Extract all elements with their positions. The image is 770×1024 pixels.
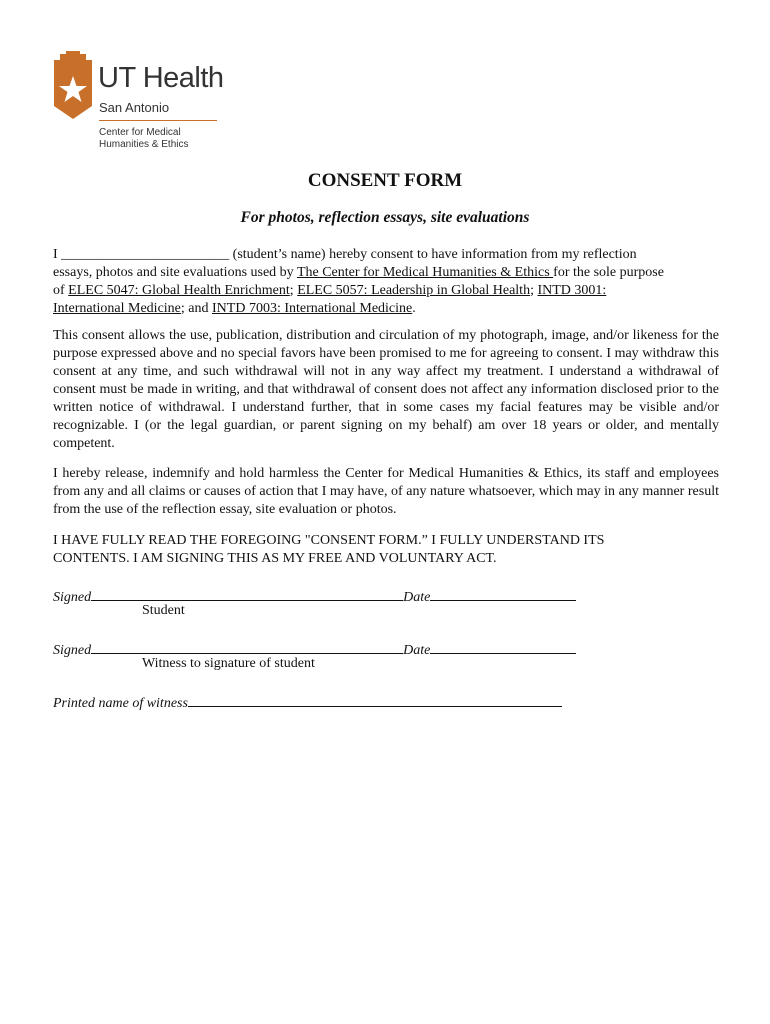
intro-line-4: International Medicine; and INTD 7003: International Medicine. (53, 301, 416, 316)
student-date-field[interactable] (430, 586, 576, 601)
signed-label: Signed (53, 590, 92, 605)
student-signature-row (53, 586, 576, 606)
intro-paragraph (53, 246, 719, 318)
consent-paragraph: This consent allows the use, publication, distribution and circulation of my photograph, image, and/or likeness for the purpose expressed above and no special favors have been promised to me for agreeing to consent. I may withdraw this consent at any time, and such withdrawal will not in any way affect my treatment. I understand a withdrawal of consent must be made in writing, and that withdrawal of consent does not affect any information disclosed prior to the written notice of withdrawal. I understand further, that in some cases my facial features may be visible and/or recognizable. I (or the legal guardian, or parent signing on my behalf) am over 18 years or older, and mentally competent. (53, 328, 719, 451)
logo-department (99, 127, 188, 151)
course-elec-5047: ELEC 5047: Global Health Enrichment (68, 283, 290, 298)
printed-name-label: Printed name of witness (53, 696, 188, 711)
form-title: CONSENT FORM (307, 170, 463, 191)
student-caption: Student (142, 603, 185, 618)
intro-line-2: essays, photos and site evaluations used by The Center for Medical Humanities & Ethics for the sole purpose (53, 265, 664, 280)
ut-health-logo (52, 50, 232, 160)
logo-dept-line1: Center for Medical (99, 127, 181, 138)
printed-name-field[interactable] (188, 692, 562, 707)
date-label: Date (403, 590, 431, 605)
acknowledgment-line-2: CONTENTS. I AM SIGNING THIS AS MY FREE AND VOLUNTARY ACT. (53, 551, 497, 566)
logo-divider (99, 120, 217, 121)
course-intd-3001-code: INTD 3001: (537, 283, 607, 298)
witness-caption: Witness to signature of student (142, 656, 315, 671)
witness-date-field[interactable] (430, 639, 576, 654)
release-paragraph: I hereby release, indemnify and hold harmless the Center for Medical Humanities & Ethics, its staff and employees from any and all claims or causes of action that I may have, of any nature whatsoever, which may in any manner result from the use of the reflection essay, site evaluation or photos. (53, 466, 719, 517)
acknowledgment-line-1: I HAVE FULLY READ THE FOREGOING "CONSENT FORM.” I FULLY UNDERSTAND ITS (53, 533, 605, 548)
logo-dept-line2: Humanities & Ethics (99, 139, 189, 150)
star-shield-icon (52, 50, 94, 120)
signed-label: Signed (53, 643, 92, 658)
logo-org-name: UT Health (98, 62, 224, 94)
intro-line-1: I ________________________ (student’s name) hereby consent to have information from my reflection (53, 247, 637, 262)
student-signature-field[interactable] (91, 586, 403, 601)
date-label: Date (403, 643, 431, 658)
intro-line-3: of ELEC 5047: Global Health Enrichment; ELEC 5057: Leadership in Global Health; INTD 3001: (53, 283, 607, 298)
form-subtitle: For photos, reflection essays, site evaluations (240, 209, 530, 226)
course-elec-5057: ELEC 5057: Leadership in Global Health (297, 283, 531, 298)
logo-org-sub: San Antonio (99, 100, 170, 115)
printed-name-row (53, 692, 562, 712)
course-intd-7003: INTD 7003: International Medicine (212, 301, 413, 316)
course-intd-3001-title: International Medicine (53, 301, 181, 316)
acknowledgment (53, 532, 719, 568)
witness-signature-field[interactable] (91, 639, 403, 654)
center-name: The Center for Medical Humanities & Ethics (296, 265, 554, 280)
